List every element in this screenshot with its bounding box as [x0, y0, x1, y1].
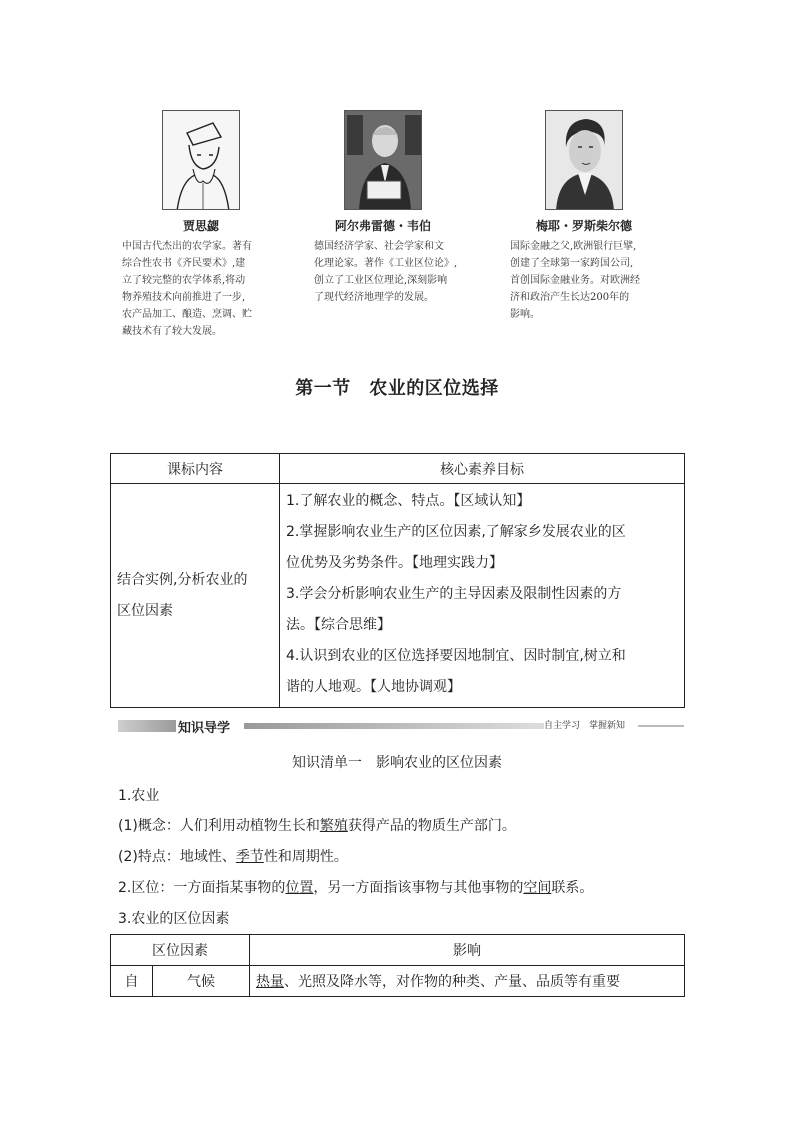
banner-right-text: 自主学习 掌握新知 — [544, 721, 626, 731]
desc-line: 首创国际金融业务。对欧洲经 — [510, 275, 640, 286]
figure-name-2: 阿尔弗雷德・韦伯 — [334, 219, 431, 233]
desc-line: 农产品加工、酿造、烹调、贮 — [122, 309, 252, 320]
portrait-alfred-weber — [344, 110, 422, 210]
item-1-title: 1.农业 — [118, 788, 160, 804]
answer-blank: 空间 — [523, 880, 552, 896]
figure-desc-1 — [122, 238, 287, 340]
desc-line: 济和政治产生长达200年的 — [510, 292, 630, 303]
desc-line: 创建了全球第一家跨国公司, — [510, 258, 634, 269]
competency-goals-cell — [280, 484, 685, 708]
desc-line: 立了较完整的农学体系,将动 — [122, 275, 246, 286]
desc-line: 综合性农书《齐民要术》,建 — [122, 258, 246, 269]
goal-line: 1.了解农业的概念、特点。【区域认知】 — [286, 493, 531, 509]
desc-line: 创立了工业区位理论,深刻影响 — [314, 275, 448, 286]
standards-table — [110, 453, 685, 708]
goal-line: 4.认识到农业的区位选择要因地制宜、因时制宜,树立和 — [286, 648, 626, 664]
location-text: ，另一方面指该事物与其他事物的 — [313, 880, 524, 896]
goal-line: 3.学会分析影响农业生产的主导因素及限制性因素的方 — [286, 586, 622, 602]
features-text: 性和周期性。 — [263, 849, 348, 865]
desc-line: 德国经济学家、社会学家和文 — [314, 241, 444, 252]
factor-category: 自 — [111, 966, 153, 997]
standard-line: 结合实例,分析农业的 — [117, 571, 248, 588]
location-line — [118, 877, 593, 897]
section-title: 第一节 农业的区位选择 — [295, 378, 499, 399]
table-header: 课标内容 — [111, 454, 280, 484]
answer-blank: 热量 — [256, 974, 284, 990]
table-header: 影响 — [250, 935, 685, 966]
desc-line: 物养殖技术向前推进了一步, — [122, 292, 246, 303]
table-header: 区位因素 — [111, 935, 250, 966]
desc-line: 化理论家。著作《工业区位论》, — [314, 258, 458, 269]
effect-text: 、光照及降水等，对作物的种类、产量、品质等有重要 — [284, 974, 620, 990]
desc-line: 藏技术有了较大发展。 — [122, 326, 222, 337]
table-header: 核心素养目标 — [280, 454, 685, 484]
goal-line: 2.掌握影响农业生产的区位因素,了解家乡发展农业的区 — [286, 524, 626, 540]
features-line — [118, 846, 348, 866]
desc-line: 了现代经济地理学的发展。 — [314, 292, 434, 303]
desc-line: 国际金融之父,欧洲银行巨擘, — [510, 241, 637, 252]
goal-line: 位优势及劣势条件。【地理实践力】 — [286, 555, 503, 571]
list-title: 知识清单一 影响农业的区位因素 — [292, 755, 502, 771]
desc-line: 影响。 — [510, 309, 540, 320]
standard-line: 区位因素 — [117, 602, 173, 619]
answer-blank: 位置 — [285, 880, 314, 896]
knowledge-guide-banner — [118, 718, 684, 734]
item-3-title: 3.农业的区位因素 — [118, 911, 230, 927]
concept-text: 获得产品的物质生产部门。 — [347, 818, 516, 834]
banner-label: 知识导学 — [178, 721, 231, 736]
answer-blank: 季节 — [235, 849, 264, 865]
location-text: 联系。 — [551, 880, 594, 896]
figure-desc-2 — [314, 238, 486, 306]
factor-effect — [250, 966, 685, 997]
goal-line: 法。【综合思维】 — [286, 617, 391, 633]
portrait-jia-sixie — [162, 110, 240, 210]
concept-text: (1)概念：人们利用动植物生长和 — [118, 818, 320, 834]
factor-name: 气候 — [152, 966, 249, 997]
desc-line: 中国古代杰出的农学家。著有 — [122, 241, 252, 252]
concept-line — [118, 815, 516, 835]
features-text: (2)特点：地域性、 — [118, 849, 236, 865]
factors-table — [110, 934, 685, 997]
portrait-mayer-rothschild — [545, 110, 623, 210]
figure-name-3: 梅耶・罗斯柴尔德 — [535, 219, 632, 233]
answer-blank: 繁殖 — [319, 818, 348, 834]
figure-desc-3 — [510, 238, 680, 323]
figure-name-1: 贾思勰 — [182, 219, 219, 233]
location-text: 2.区位：一方面指某事物的 — [118, 880, 286, 896]
goal-line: 谐的人地观。【人地协调观】 — [286, 679, 461, 695]
standard-content-cell — [111, 484, 280, 708]
